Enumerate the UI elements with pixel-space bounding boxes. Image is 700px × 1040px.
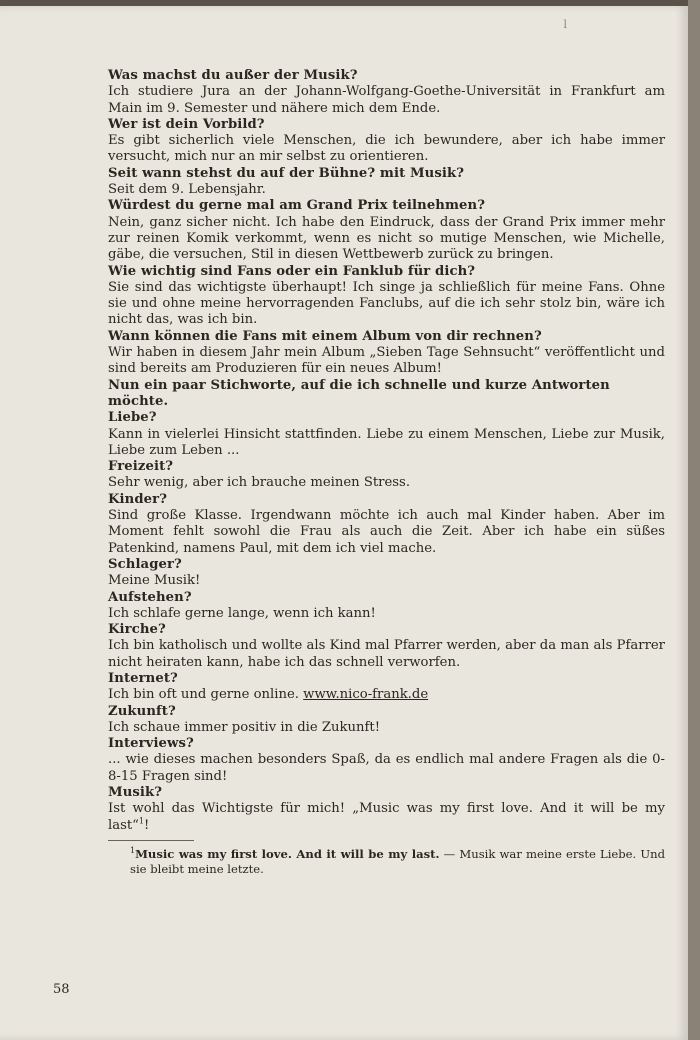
question: Liebe? xyxy=(108,410,157,426)
answer: Ich bin katholisch und wollte als Kind mal Pfarrer werden, aber da man als Pfarrer nicht heiraten kann, habe ich das schnell verworfen. xyxy=(108,638,665,670)
answer: Seit dem 9. Lebensjahr. xyxy=(108,182,266,198)
page-edge xyxy=(688,0,700,1040)
question: Wann können die Fans mit einem Album von dir rechnen? xyxy=(108,328,542,344)
footnote xyxy=(108,847,665,877)
website-link[interactable]: www.nico-frank.de xyxy=(303,687,429,703)
qa-block xyxy=(108,329,665,378)
qa-block xyxy=(108,736,665,785)
answer: Ich schaue immer positiv in die Zukunft! xyxy=(108,719,381,735)
answer-text: Ist wohl das Wichtigste für mich! „Music was my first love. And it will be my last“ xyxy=(108,801,665,833)
answer: Nein, ganz sicher nicht. Ich habe den Eindruck, dass der Grand Prix immer mehr zur reinen Komik verkommt, wenn es nicht so mutige Menschen, wie Michelle, gäbe, die versuchen, Stil in diesen Wettbewerb zurück zu bringen. xyxy=(108,214,665,263)
answer: Sind große Klasse. Irgendwann möchte ich auch mal Kinder haben. Aber im Moment fehlt sowohl die Frau als auch die Zeit. Aber ich habe ein süßes Patenkind, namens Paul, mit dem ich viel mache. xyxy=(108,508,665,556)
qa-block xyxy=(108,785,665,834)
answer: Es gibt sicherlich viele Menschen, die ich bewundere, aber ich habe immer versucht, mich nur an mir selbst zu orientieren. xyxy=(108,133,665,165)
qa-block xyxy=(108,198,665,263)
interview-text xyxy=(108,68,665,877)
question: Würdest du gerne mal am Grand Prix teilnehmen? xyxy=(108,198,486,214)
question: Wer ist dein Vorbild? xyxy=(108,116,265,132)
answer xyxy=(108,687,665,703)
qa-block xyxy=(108,671,665,704)
corner-mark: l xyxy=(563,18,567,31)
qa-block xyxy=(108,590,665,623)
question: Zukunft? xyxy=(108,703,176,719)
answer: Ich schlafe gerne lange, wenn ich kann! xyxy=(108,605,376,621)
footnote-divider xyxy=(108,840,194,841)
question: Seit wann stehst du auf der Bühne? mit Musik? xyxy=(108,165,465,181)
question: Kinder? xyxy=(108,491,168,507)
question: Wie wichtig sind Fans oder ein Fanklub für dich? xyxy=(108,263,476,279)
answer: Sie sind das wichtigste überhaupt! Ich singe ja schließlich für meine Fans. Ohne sie und ohne meine hervorragenden Fanclubs, auf die ich sehr stolz bin, wäre ich nicht das, was ich bin. xyxy=(108,279,665,328)
answer: Wir haben in diesem Jahr mein Album „Sieben Tage Sehnsucht“ veröffentlicht und sind bereits am Produzieren für ein neues Album! xyxy=(108,345,665,377)
footnote-translation: — Musik war meine erste Liebe. Und sie bleibt meine letzte. xyxy=(130,846,666,876)
answer: Kann in vielerlei Hinsicht stattfinden. Liebe zu einem Menschen, Liebe zur Musik, Liebe zum Leben ... xyxy=(108,426,665,458)
question: Was machst du außer der Musik? xyxy=(108,68,358,83)
qa-block xyxy=(108,557,665,590)
footnote-quote: Music was my first love. And it will be my last. xyxy=(135,846,440,861)
answer-end: ! xyxy=(143,817,150,833)
qa-block xyxy=(108,622,665,671)
answer: ... wie dieses machen besonders Spaß, da es endlich mal andere Fragen als die 0-8-15 Fragen sind! xyxy=(108,752,665,784)
answer: Ich studiere Jura an der Johann-Wolfgang-Goethe-Universität in Frankfurt am Main im 9. Semester und nähere mich dem Ende. xyxy=(108,84,665,116)
question: Freizeit? xyxy=(108,459,174,475)
answer xyxy=(108,801,665,834)
qa-block xyxy=(108,166,665,199)
qa-block xyxy=(108,410,665,459)
qa-block xyxy=(108,264,665,329)
question: Musik? xyxy=(108,785,163,801)
qa-block xyxy=(108,492,665,557)
footnote-ref: 1 xyxy=(138,816,144,826)
qa-block xyxy=(108,68,665,117)
question: Aufstehen? xyxy=(108,589,192,605)
answer-text: Ich bin oft und gerne online. xyxy=(108,687,299,703)
question: Interviews? xyxy=(108,736,194,752)
question: Kirche? xyxy=(108,622,166,638)
question: Internet? xyxy=(108,670,178,686)
page-number: 58 xyxy=(53,982,70,997)
qa-block xyxy=(108,704,665,737)
section-heading: Nun ein paar Stichworte, auf die ich schnelle und kurze Antworten möchte. xyxy=(108,377,610,409)
book-page xyxy=(0,6,688,1040)
footnote-number: 1 xyxy=(130,846,136,856)
qa-block xyxy=(108,378,665,411)
answer: Sehr wenig, aber ich brauche meinen Stress. xyxy=(108,475,411,491)
answer: Meine Musik! xyxy=(108,573,201,589)
qa-block xyxy=(108,117,665,166)
qa-block xyxy=(108,459,665,492)
question: Schlager? xyxy=(108,556,182,572)
